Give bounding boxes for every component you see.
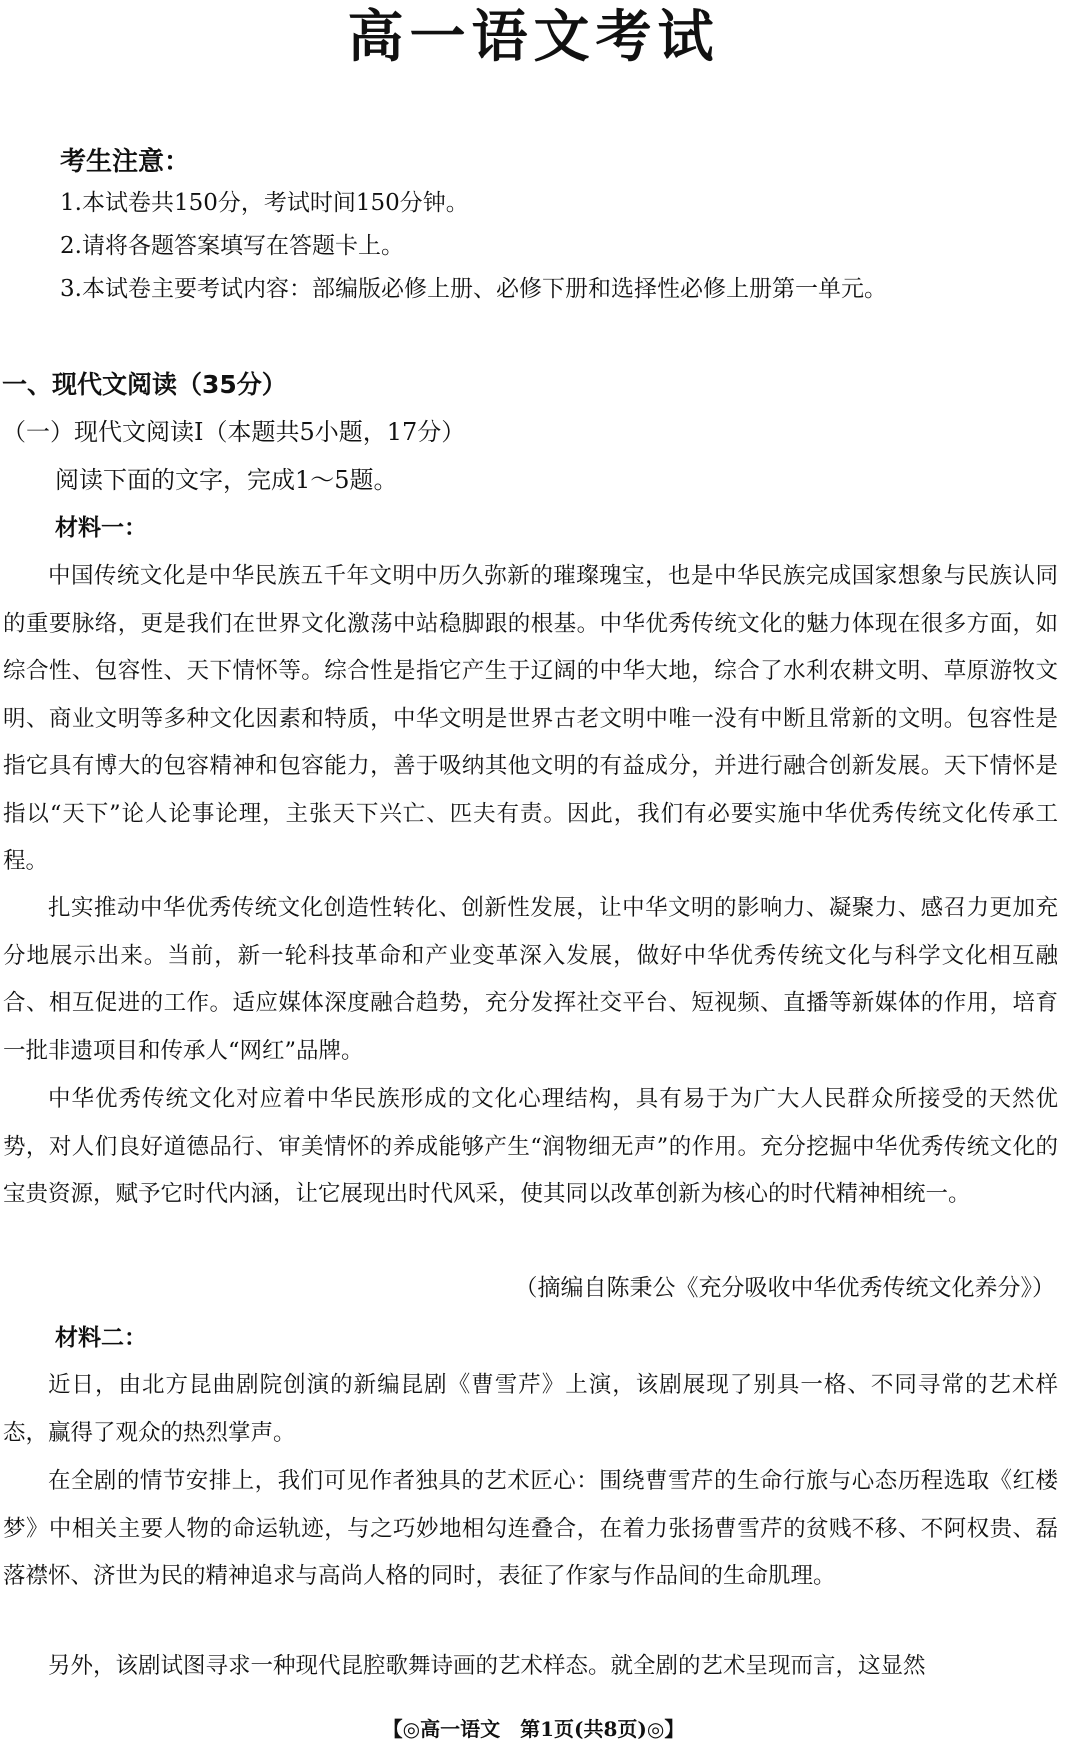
notice-heading: 考生注意： — [60, 147, 191, 177]
material-one-source: （摘编自陈秉公《充分吸收中华优秀传统文化养分》） — [514, 1275, 1055, 1301]
section-heading: 一、现代文阅读（35分） — [2, 370, 287, 399]
material-two-paragraph: 另外，该剧试图寻求一种现代昆腔歌舞诗画的艺术样态。就全剧的艺术呈现而言，这显然 — [48, 1653, 926, 1679]
material-one-paragraph: 扎实推动中华优秀传统文化创造性转化、创新性发展，让中华文明的影响力、凝聚力、感召力更加充分地展示出来。当前，新一轮科技革命和产业变革深入发展，做好中华优秀传统文化与科学文化相互融合、相互促进的工作。适应媒体深度融合趋势，充分发挥社交平台、短视频、直播等新媒体的作用，培育一批非遗项目和传承人“网红”品牌。 — [3, 895, 1058, 1064]
subsection-heading: （一）现代文阅读Ⅰ（本题共5小题，17分） — [2, 418, 466, 446]
page-footer: 【◎高一语文 第1页(共8页)◎】 — [382, 1717, 685, 1741]
material-two-paragraph: 近日，由北方昆曲剧院创演的新编昆剧《曹雪芹》上演，该剧展现了别具一格、不同寻常的艺术样态，赢得了观众的热烈掌声。 — [3, 1372, 1058, 1446]
notice-item: 2.请将各题答案填写在答题卡上。 — [60, 233, 404, 259]
material-one-paragraph: 中国传统文化是中华民族五千年文明中历久弥新的璀璨瑰宝，也是中华民族完成国家想象与民族认同的重要脉络，更是我们在世界文化激荡中站稳脚跟的根基。中华优秀传统文化的魅力体现在很多方面，如综合性、包容性、天下情怀等。综合性是指它产生于辽阔的中华大地，综合了水利农耕文明、草原游牧文明、商业文明等多种文化因素和特质，中华文明是世界古老文明中唯一没有中断且常新的文明。包容性是指它具有博大的包容精神和包容能力，善于吸纳其他文明的有益成分，并进行融合创新发展。天下情怀是指以“天下”论人论事论理，主张天下兴亡、匹夫有责。因此，我们有必要实施中华优秀传统文化传承工程。 — [3, 563, 1058, 874]
notice-item: 1.本试卷共150分，考试时间150分钟。 — [60, 190, 469, 216]
notice-list — [60, 182, 1040, 311]
material-one-paragraph: 中华优秀传统文化对应着中华民族形成的文化心理结构，具有易于为广大人民群众所接受的天然优势，对人们良好道德品行、审美情怀的养成能够产生“润物细无声”的作用。充分挖掘中华优秀传统文化的宝贵资源，赋予它时代内涵，让它展现出时代风采，使其同以改革创新为核心的时代精神相统一。 — [3, 1086, 1058, 1207]
candidate-notice — [60, 142, 1040, 311]
material-two-paragraph: 在全剧的情节安排上，我们可见作者独具的艺术匠心：围绕曹雪芹的生命行旅与心态历程选取《红楼梦》中相关主要人物的命运轨迹，与之巧妙地相勾连叠合，在着力张扬曹雪芹的贫贱不移、不阿权贵、磊落襟怀、济世为民的精神追求与高尚人格的同时，表征了作家与作品间的生命肌理。 — [3, 1468, 1058, 1589]
material-two-label: 材料二： — [55, 1325, 147, 1351]
exam-title: 高一语文考试 — [347, 5, 720, 70]
reading-instruction: 阅读下面的文字，完成1～5题。 — [55, 466, 398, 494]
material-one-label: 材料一： — [55, 515, 147, 541]
notice-item: 3.本试卷主要考试内容：部编版必修上册、必修下册和选择性必修上册第一单元。 — [60, 276, 887, 302]
